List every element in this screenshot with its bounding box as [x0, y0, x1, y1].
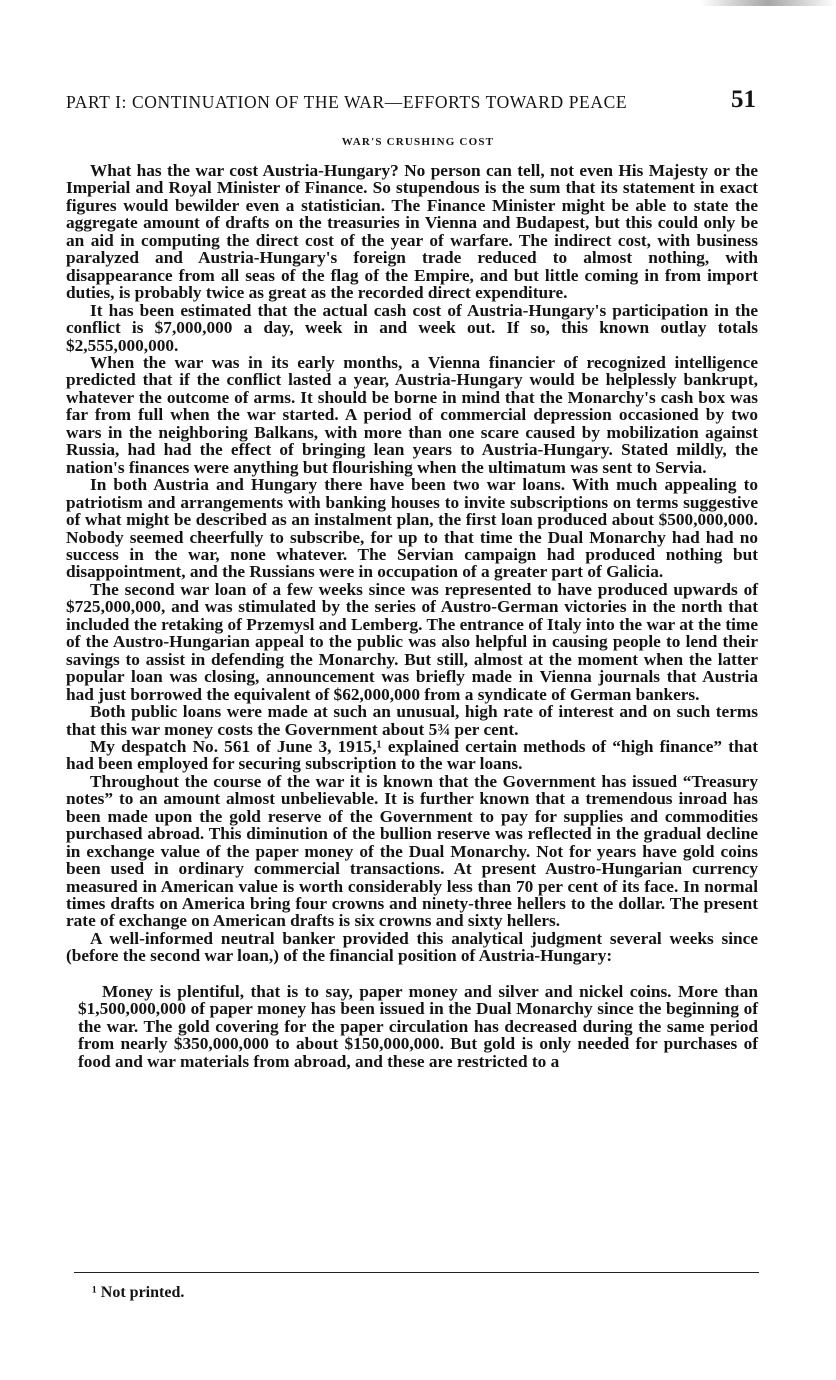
running-title: PART I: CONTINUATION OF THE WAR—EFFORTS TOWARD PEACE — [66, 92, 628, 112]
paragraph: In both Austria and Hungary there have been two war loans. With much appealing to patriotism and arrangements with banking houses to invite subscriptions on terms suggestive of what might be described as an instalment plan, the first loan produced about $500,000,000. Nobody seemed cheerfully to subscribe, for up to that time the Dual Monarchy had had no success in the war, none whatever. The Servian campaign had produced nothing but disappointment, and the Russians were in occupation of a greater part of Galicia. — [66, 475, 758, 582]
paragraph: My despatch No. 561 of June 3, 1915,¹ explained certain methods of “high finance” that had been employed for securing subscription to the war loans. — [66, 736, 758, 774]
scan-mark — [700, 0, 836, 6]
paragraph: It has been estimated that the actual cash cost of Austria-Hungary's participation in the conflict is $7,000,000 a day, week in and week out. If so, this known outlay totals $2,555,000,000. — [66, 300, 758, 355]
footnote-rule — [74, 1272, 759, 1273]
running-head — [66, 86, 756, 114]
paragraph: Throughout the course of the war it is known that the Government has issued “Treasury notes” to an amount almost unbelievable. It is further known that a tremendous inroad has been made upon the gold reserve of the Government to pay for supplies and commodities purchased abroad. This diminution of the bullion reserve was reflected in the gradual decline in exchange value of the paper money of the Dual Monarchy. Not for years have gold coins been used in ordinary commercial transactions. At present Austro-Hungarian currency measured in American value is worth considerably less than 70 per cent of its face. In normal times drafts on America bring four crowns and ninety-three hellers to the dollar. The present rate of exchange on American drafts is six crowns and sixty hellers. — [66, 771, 758, 931]
paragraph: When the war was in its early months, a Vienna financier of recognized intelligence predicted that if the conflict lasted a year, Austria-Hungary would be helplessly bankrupt, whatever the outcome of arms. It should be borne in mind that the Monarchy's cash box was far from full when the war started. A period of commercial depression occasioned by two wars in the neighboring Balkans, with more than one scare caused by mobilization against Russia, had had the effect of bringing lean years to Austria-Hungary. Stated mildly, the nation's finances were anything but flourishing when the ultimatum was sent to Servia. — [66, 352, 758, 477]
paragraph: The second war loan of a few weeks since was represented to have produced upwards of $725,000,000, and was stimulated by the series of Austro-German victories in the north that included the retaking of Przemysl and Lemberg. The entrance of Italy into the war at the time of the Austro-Hungarian appeal to the public was also helpful in causing people to lend their savings to assist in defending the Monarchy. But still, almost at the moment when the latter popular loan was closing, announcement was briefly made in Vienna journals that Austria had just borrowed the equivalent of $62,000,000 from a syndicate of German bankers. — [66, 579, 758, 704]
footnote: ¹ Not printed. — [92, 1284, 185, 1301]
body-text — [66, 162, 758, 1070]
section-title: WAR'S CRUSHING COST — [341, 136, 495, 148]
paragraph: Both public loans were made at such an unusual, high rate of interest and on such terms that this war money costs the Government about 5¾ per cent. — [66, 702, 758, 739]
paragraph: A well-informed neutral banker provided this analytical judgment several weeks since (before the second war loan,) of the financial position of Austria-Hungary: — [66, 928, 758, 966]
block-quote: Money is plentiful, that is to say, paper money and silver and nickel coins. More than $1,500,000,000 of paper money has been issued in the Dual Monarchy since the beginning of the war. The gold covering for the paper circulation has decreased during the same period from nearly $350,000,000 to about $150,000,000. But gold is only needed for purchases of food and war materials from abroad, and these are restricted to a — [78, 981, 758, 1071]
paragraph: What has the war cost Austria-Hungary? No person can tell, not even His Majesty or the Imperial and Royal Minister of Finance. So stupendous is the sum that its statement in exact figures would bewilder even a statistician. The Finance Minister might be able to state the aggregate amount of drafts on the treasuries in Vienna and Budapest, but this could only be an aid in computing the direct cost of the year of warfare. The indirect cost, with business paralyzed and Austria-Hungary's foreign trade reduced to almost nothing, with disappearance from all seas of the flag of the Empire, and but little coming in from import duties, is probably twice as great as the recorded direct expenditure. — [66, 161, 758, 303]
page-number: 51 — [731, 86, 756, 113]
